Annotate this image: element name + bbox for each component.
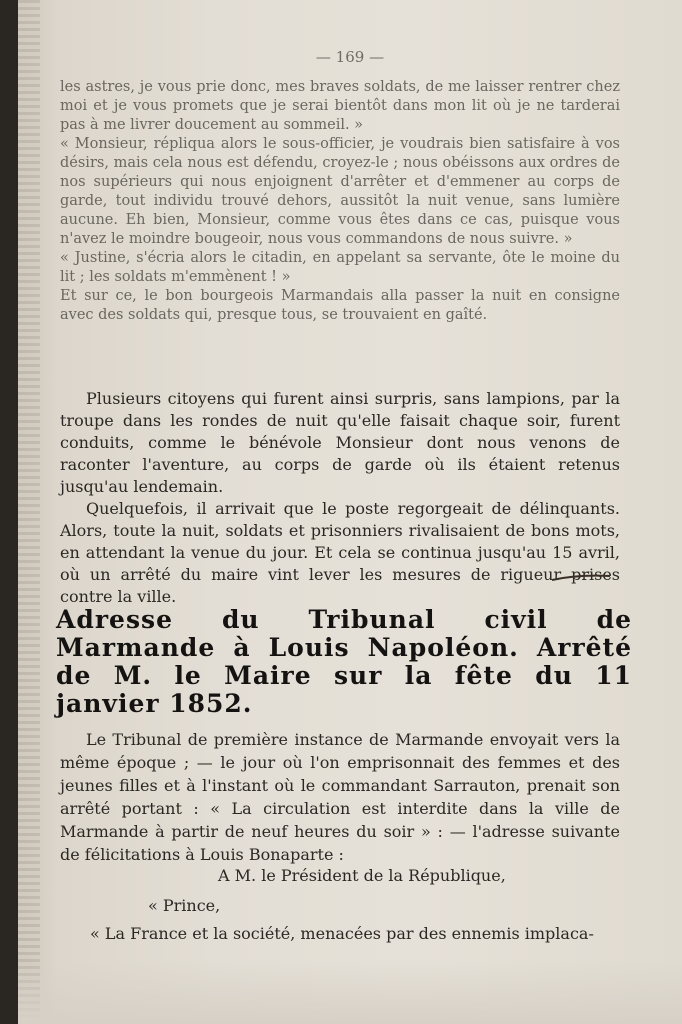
paragraph: Le Tribunal de première instance de Marmande envoyait vers la même époque ; — le jour où l'on emprisonnait des femmes et des jeunes filles et à l'instant où le commandant Sarrauton, prenait son arrêté portant : « La circulation est interdite dans la ville de Marmande à partir de neuf heures du soir » : — l'adresse suivante de félicitations à Louis Bonaparte : [60, 730, 620, 864]
paragraph-line: « La France et la société, menacées par des ennemis implaca- [90, 924, 594, 943]
book-page [18, 0, 682, 1024]
paragraph: les astres, je vous prie donc, mes braves soldats, de me laisser rentrer chez moi et je vous promets que je serai bientôt dans mon lit où je ne tarderai pas à me livrer doucement au sommeil. » [60, 79, 620, 133]
paragraph: Quelquefois, il arrivait que le poste regorgeait de délinquants. Alors, toute la nuit, soldats et prisonniers rivalisaient de bons mots, en attendant la venue du jour. Et cela se continua jusqu'au 15 avril, où un arrêté du maire vint lever les mesures de rigueur prises contre la ville. [60, 499, 620, 606]
faded-text-block [60, 78, 620, 325]
page-edge-left [18, 0, 40, 1024]
paragraph: « Justine, s'écria alors le citadin, en appelant sa servante, ôte le moine du lit ; les soldats m'emmènent ! » [60, 250, 620, 285]
ink-mark-decoration [550, 574, 612, 582]
letter-salutation: « Prince, [148, 896, 221, 915]
page-number: — 169 — [315, 48, 385, 66]
section-heading: Adresse du Tribunal civil de Marmande à Louis Napoléon. Arrêté de M. le Maire sur la fête du 11 janvier 1852. [56, 605, 632, 718]
page-shadow [18, 960, 682, 1024]
paragraph: Plusieurs citoyens qui furent ainsi surpris, sans lampions, par la troupe dans les rondes de nuit qu'elle faisait chaque soir, furent conduits, comme le bénévole Monsieur dont nous venons de raconter l'aventure, au corps de garde où ils étaient retenus jusqu'au lendemain. [60, 389, 620, 496]
body-text-block [60, 728, 620, 866]
paragraph: Et sur ce, le bon bourgeois Marmandais alla passer la nuit en consigne avec des soldats qui, presque tous, se trouvaient en gaîté. [60, 288, 620, 323]
letter-address: A M. le Président de la République, [218, 866, 506, 885]
paragraph: « Monsieur, répliqua alors le sous-officier, je voudrais bien satisfaire à vos désirs, mais cela nous est défendu, croyez-le ; nous obéissons aux ordres de nos supérieurs qui nous enjoignent d'arrêter et d'emmener au corps de garde, tout individu trouvé dehors, aussitôt la nuit venue, sans lumière aucune. Eh bien, Monsieur, comme vous êtes dans ce cas, puisque vous n'avez le moindre bougeoir, nous vous commandons de nous suivre. » [60, 136, 620, 247]
body-text-block [60, 388, 620, 608]
